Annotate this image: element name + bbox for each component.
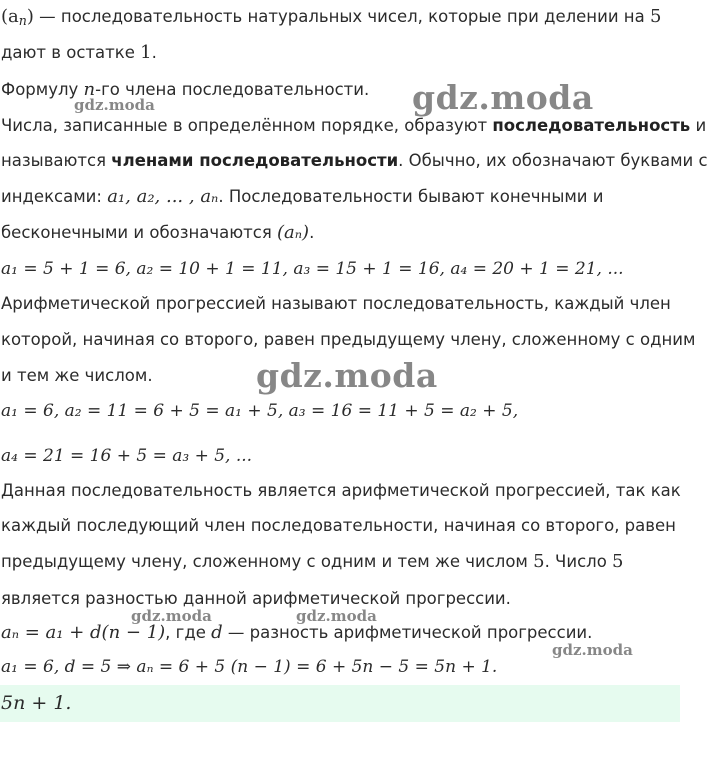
definition-line-4: бесконечными и обозначаются (aₙ).: [1, 222, 315, 243]
watermark-logo: gdz.moda: [74, 96, 155, 114]
intro-line-1: $(a_n)$ — последовательность натуральных чисел, которые при делении на 5: [1, 6, 662, 29]
equation-terms: a₁ = 5 + 1 = 6, a₂ = 10 + 1 = 11, a₃ = 15 + 1 = 16, a₄ = 20 + 1 = 21, ...: [1, 259, 624, 279]
watermark-logo: gdz.moda: [552, 641, 633, 659]
explanation-line-3: предыдущему члену, сложенному с одним и тем же числом 5. Число 5: [1, 551, 624, 572]
explanation-line-2: каждый последующий член последовательности, начиная со второго, равен: [1, 516, 676, 535]
term-sequence: последовательность: [492, 116, 691, 135]
equation-progression-1: a₁ = 6, a₂ = 11 = 6 + 5 = a₁ + 5, a₃ = 16 = 11 + 5 = a₂ + 5,: [1, 401, 519, 421]
watermark-logo: gdz.moda: [131, 607, 212, 625]
watermark-logo: gdz.moda: [256, 356, 438, 395]
equation-progression-2: a₄ = 21 = 16 + 5 = a₃ + 5, ...: [1, 446, 253, 466]
arith-def-line-2: которой, начиная со второго, равен предыдущему члену, сложенному с одним: [1, 330, 696, 349]
answer-box: [0, 685, 680, 722]
explanation-line-4: является разностью данной арифметической прогрессии.: [1, 589, 511, 608]
watermark-logo: gdz.moda: [412, 78, 594, 117]
definition-line-2: называются членами последовательности. Обычно, их обозначают буквами с: [1, 151, 708, 170]
task-formula-line: Формулу n-го члена последовательности.: [1, 79, 370, 100]
general-formula-line: aₙ = a₁ + d(n − 1), где d — разность арифметической прогрессии.: [1, 622, 593, 643]
definition-line-1: Числа, записанные в определённом порядке, образуют последовательность и: [1, 116, 707, 135]
arith-def-line-3: и тем же числом.: [1, 366, 153, 385]
term-members: членами последовательности: [111, 151, 399, 170]
arith-def-line-1: Арифметической прогрессией называют последовательность, каждый член: [1, 294, 671, 313]
sequence-symbol: $(a_n)$: [1, 6, 34, 29]
definition-line-3: индексами: a₁, a₂, ... , aₙ. Последовательности бывают конечными и: [1, 186, 604, 207]
explanation-line-1: Данная последовательность является арифметической прогрессией, так как: [1, 481, 681, 500]
answer-text: 5n + 1.: [1, 692, 72, 714]
intro-line-2: дают в остатке 1.: [1, 42, 157, 63]
equation-final: a₁ = 6, d = 5 ⇒ aₙ = 6 + 5 (n − 1) = 6 + 5n − 5 = 5n + 1.: [1, 657, 498, 677]
watermark-logo: gdz.moda: [296, 607, 377, 625]
